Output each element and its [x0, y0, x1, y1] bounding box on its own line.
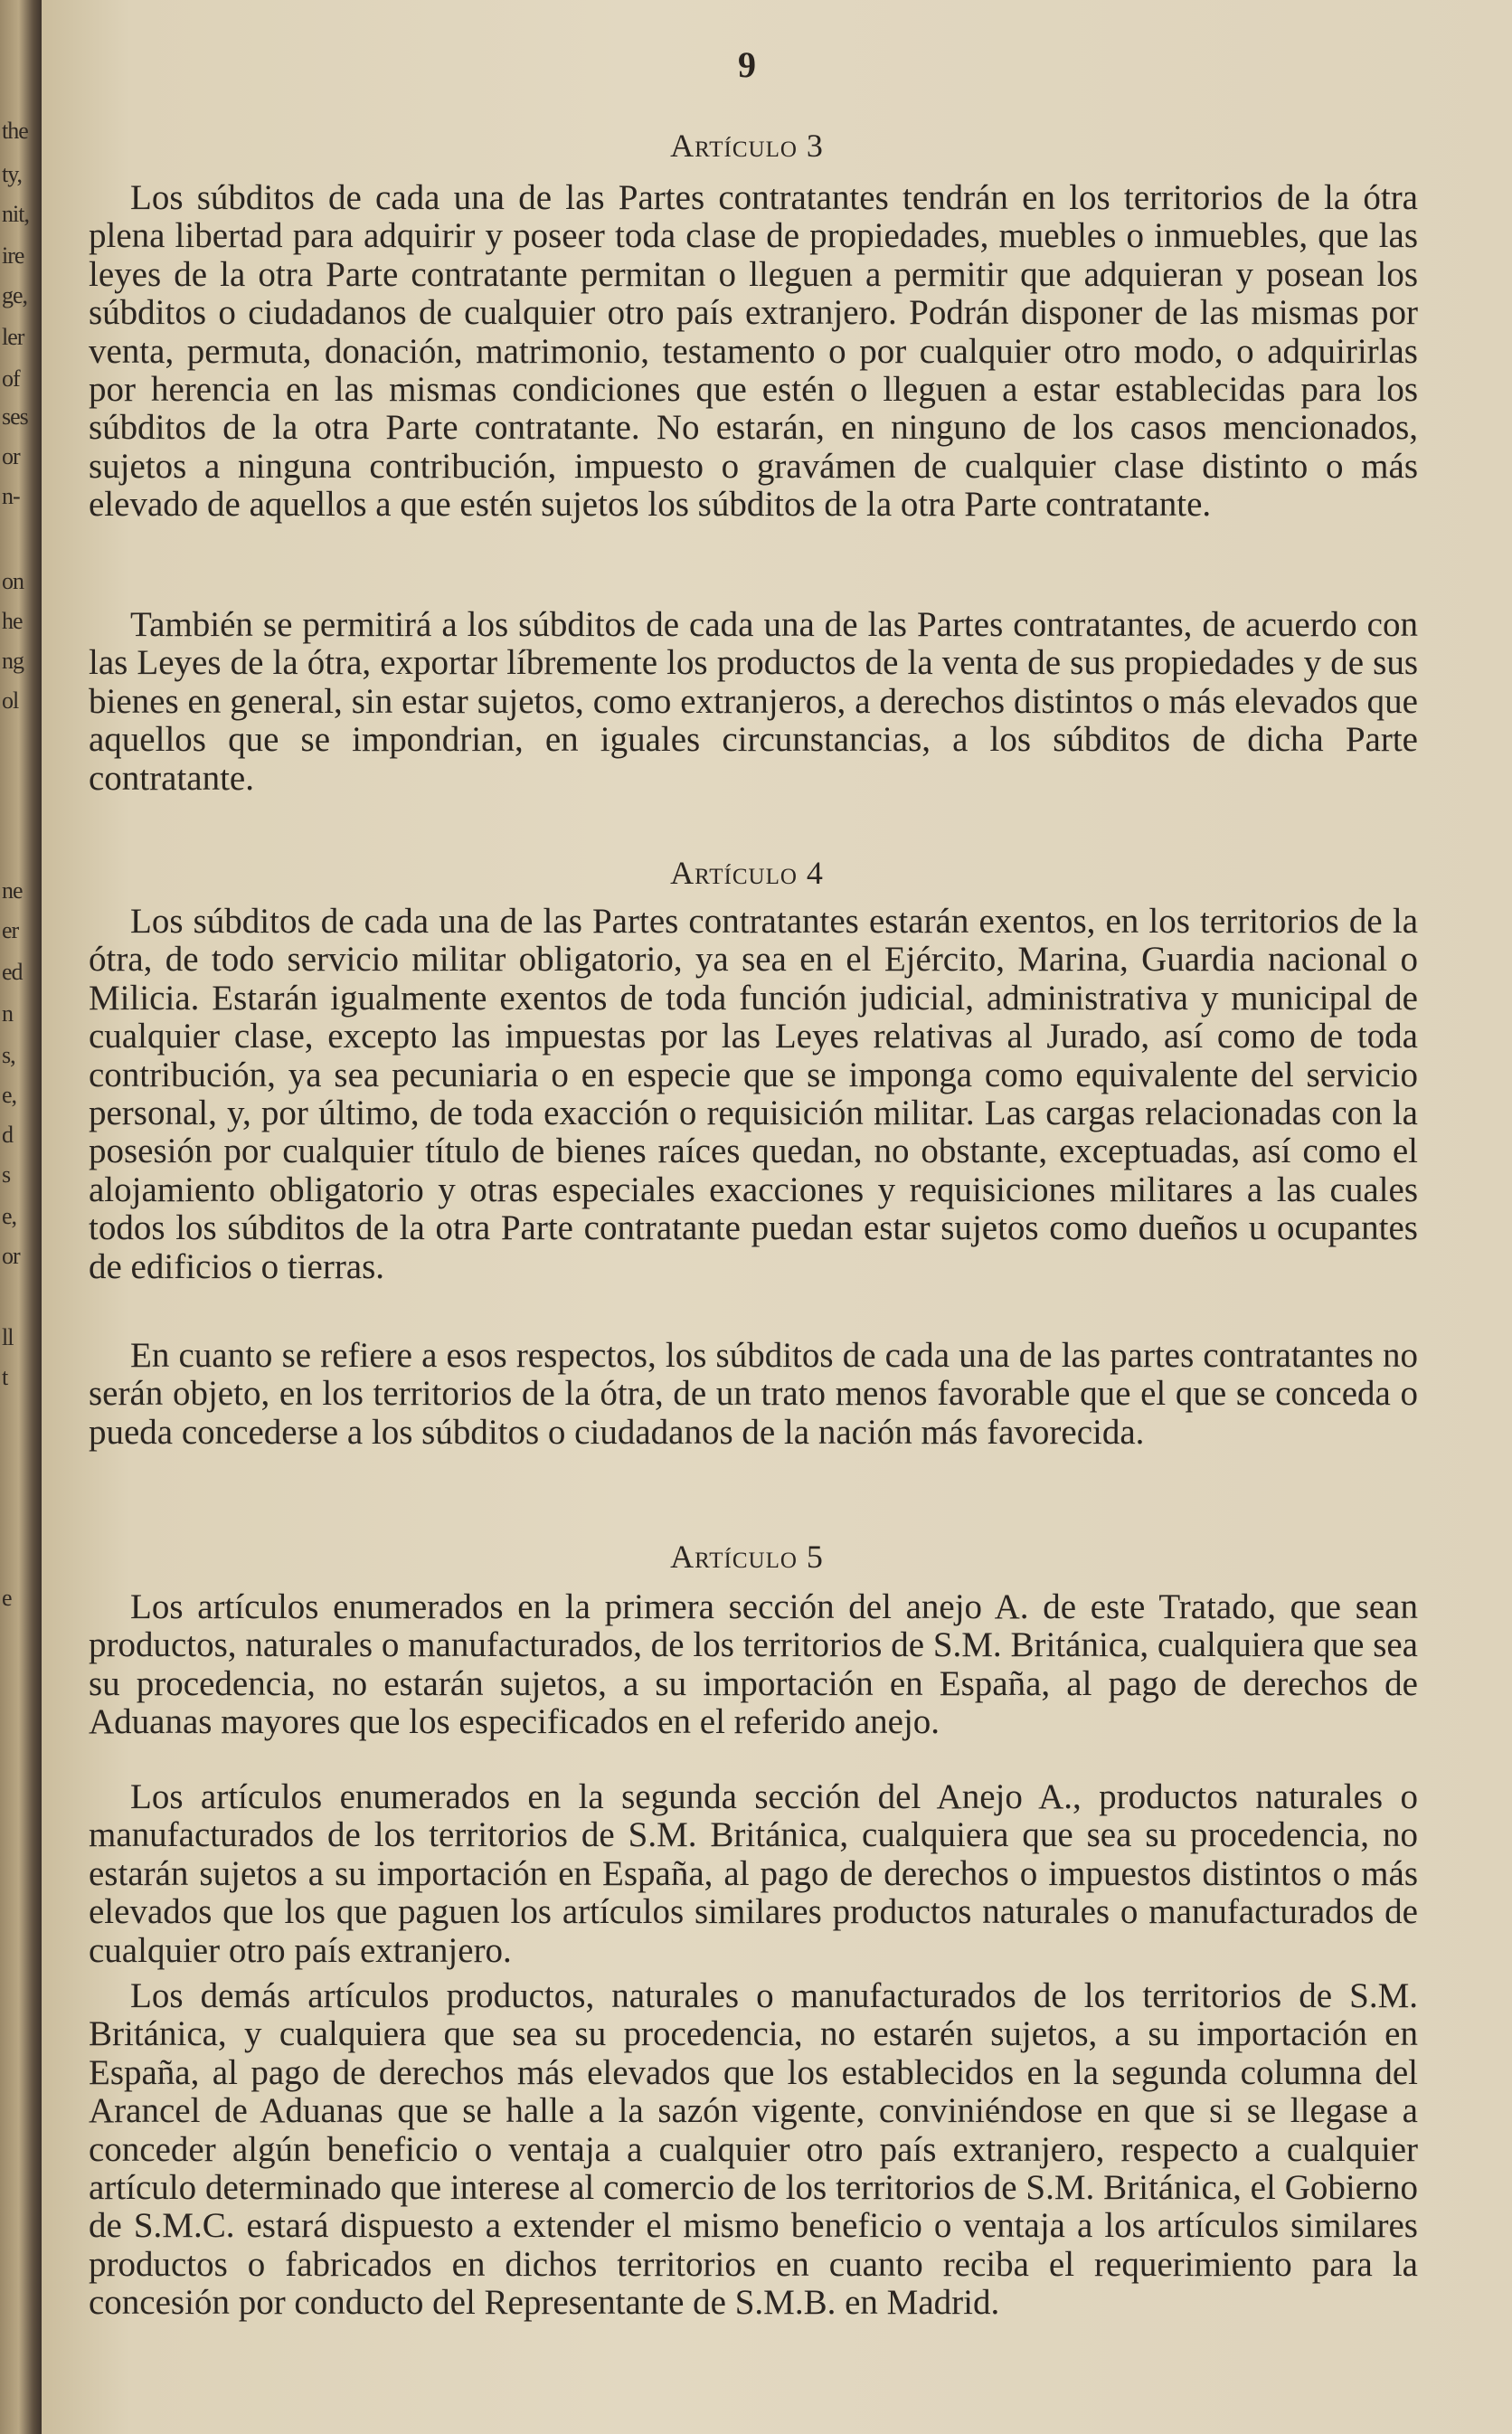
article-5-paragraph-1 [89, 1588, 1418, 1742]
paragraph-text: Los demás artículos productos, naturales o manufacturados de los territorios de S.M. Británica, y cualquiera que sea su procedencia, no estarén sujetos, a su importación en España, al pago de derechos más elevados que los establecidos en la segunda columna del Arancel de Aduanas que se halle a la sazón vigente, conviniéndose en que si se llegase a conceder algún beneficio o ventaja a cualquier otro país extranjero, respecto a cualquier artículo determinado que interese al comercio de los territorios de S.M. Británica, el Gobierno de S.M.C. estará dispuesto a extender el mismo beneficio o ventaja a los artículos similares productos o fabricados en dichos territorios en cuanto reciba el requerimiento para la concesión por conducto del Representante de S.M.B. en Madrid. [89, 1976, 1418, 2323]
margin-fragment: nit, [2, 201, 29, 227]
margin-fragment: ll [2, 1324, 14, 1350]
margin-fragment: s, [2, 1042, 15, 1068]
paragraph-text: Los artículos enumerados en la primera sección del anejo A. de este Tratado, que sean productos, naturales o manufacturados, de los territorios de S.M. Británica, cualquiera que sea su procedencia, no estarán sujetos, a su importación en España, al pago de derechos de Aduanas mayores que los especificados en el referido anejo. [89, 1587, 1418, 1742]
margin-fragment: e, [2, 1203, 17, 1229]
margin-fragment: of [2, 365, 20, 392]
margin-fragment: ge, [2, 282, 28, 308]
margin-fragment: n [2, 1000, 13, 1027]
margin-fragment: he [2, 608, 23, 634]
margin-fragment: e [2, 1585, 12, 1611]
margin-fragment: or [2, 1243, 20, 1269]
article-4-paragraph-1 [89, 903, 1418, 1286]
margin-fragment: s [2, 1161, 11, 1188]
margin-fragment: n- [2, 483, 20, 509]
article-5-paragraph-3 [89, 1977, 1418, 2323]
paragraph-text: En cuanto se refiere a esos respectos, los súbditos de cada una de las partes contratantes no serán objeto, en los territorios de la ótra, de un trato menos favorable que el que se conceda o pueda concederse a los súbditos o ciudadanos de la nación más favorecida. [89, 1336, 1418, 1452]
margin-fragment: er [2, 917, 19, 943]
margin-fragment: d [2, 1122, 13, 1148]
paragraph-text: Los súbditos de cada una de las Partes contratantes estarán exentos, en los territorios de la ótra, de todo servicio militar obligatorio, ya sea en el Ejército, Marina, Guardia nacional o Milicia. Estarán igualmente exentos de toda función judicial, administrativa y municipal de cualquier clase, excepto las impuestas por las Leyes relativas al Jurado, así como de toda contribución, ya sea pecuniaria o en especie que se imponga como equivalente del servicio personal, y, por último, de toda exacción o requisición militar. Las cargas relacionadas con la posesión por cualquier título de bienes raíces quedan, no obstante, exceptuadas, así como el alojamiento obligatorio y otras especiales exacciones y requisiciones militares a las cuales todos los súbditos de la otra Parte contratante puedan estar sujetos como dueños u ocupantes de edificios o tierras. [89, 902, 1418, 1286]
article-3-paragraph-1 [89, 179, 1418, 525]
article-5-paragraph-2 [89, 1778, 1418, 1970]
margin-fragment: ty, [2, 161, 23, 187]
margin-fragment: ol [2, 687, 19, 714]
margin-fragment: ng [2, 648, 24, 674]
margin-fragment: the [2, 118, 28, 144]
margin-fragment: ler [2, 324, 24, 350]
facing-page-margin [0, 0, 42, 2434]
margin-fragment: t [2, 1364, 8, 1390]
margin-fragment: e, [2, 1082, 17, 1108]
margin-fragment: ed [2, 959, 23, 985]
paragraph-text: También se permitirá a los súbditos de cada una de las Partes contratantes, de acuerdo con las Leyes de la ótra, exportar líbremente los productos de la venta de sus propiedades y de sus bienes en general, sin estar sujetos, como extranjeros, a derechos distintos o más elevados que aquellos que se impondrian, en iguales circunstancias, a los súbditos de dicha Parte contratante. [89, 605, 1418, 798]
document-page [42, 0, 1512, 2434]
margin-fragment: ire [2, 242, 24, 269]
article-3-paragraph-2 [89, 606, 1418, 798]
margin-fragment: ses [2, 403, 28, 430]
margin-fragment: or [2, 443, 20, 469]
article-5-title: Artículo 5 [670, 1539, 824, 1575]
article-4-title: Artículo 4 [670, 855, 824, 891]
margin-fragment: ne [2, 877, 23, 904]
margin-fragment: on [2, 568, 24, 594]
page-number: 9 [738, 44, 756, 85]
article-3-title: Artículo 3 [670, 128, 824, 164]
paragraph-text: Los súbditos de cada una de las Partes contratantes tendrán en los territorios de la ótra plena libertad para adquirir y poseer toda clase de propiedades, muebles o inmuebles, que las leyes de la otra Parte contratante permitan o lleguen a permitir que adquieran y posean los súbditos o ciudadanos de cualquier otro país extranjero. Podrán disponer de las mismas por venta, permuta, donación, matrimonio, testamento o por cualquier otro modo, o adquirirlas por herencia en las mismas condiciones que estén o lleguen a estar establecidas para los súbditos de la otra Parte contratante. No estarán, en ninguno de los casos mencionados, sujetos a ninguna contribución, impuesto o gravámen de cualquier clase distinto o más elevado de aquellos a que estén sujetos los súbditos de la otra Parte contratante. [89, 178, 1418, 525]
paragraph-text: Los artículos enumerados en la segunda sección del Anejo A., productos naturales o manufacturados de los territorios de S.M. Británica, cualquiera que sea su procedencia, no estarán sujetos a su importación en España, al pago de derechos o impuestos distintos o más elevados que los que paguen los artículos similares productos naturales o manufacturados de cualquier otro país extranjero. [89, 1777, 1418, 1970]
article-4-paragraph-2 [89, 1337, 1418, 1452]
